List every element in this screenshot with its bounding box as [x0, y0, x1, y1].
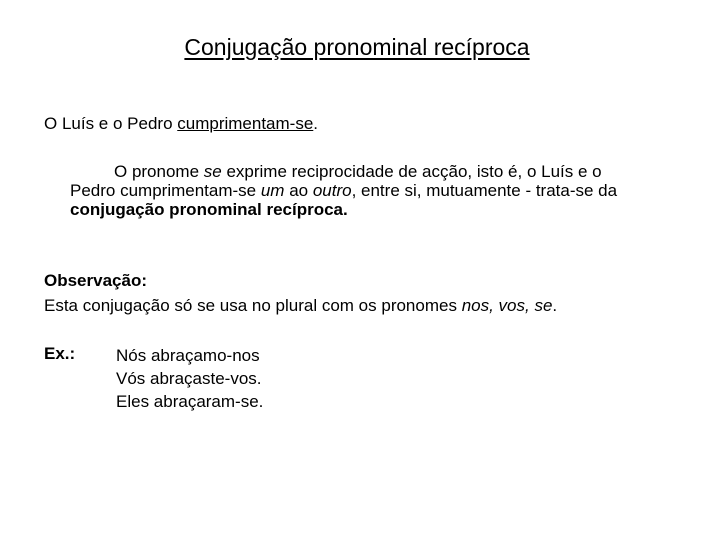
explanation-conclusion: conjugação pronominal recíproca: [70, 200, 344, 219]
word-outro: outro: [312, 181, 352, 200]
example-item: Eles abraçaram-se.: [116, 392, 264, 411]
explanation-text: Pedro cumprimentam-se: [70, 181, 261, 200]
explanation-line-3: [70, 200, 348, 220]
explanation-text: O pronome: [114, 162, 204, 181]
explanation-end: .: [343, 200, 348, 219]
intro-prefix: O Luís e o Pedro: [44, 114, 178, 133]
intro-suffix: .: [313, 114, 319, 133]
observation-pronouns: nos, vos, se: [461, 296, 553, 315]
observation-end: .: [552, 296, 558, 315]
explanation-text: , entre si, mutuamente - trata-se da: [351, 181, 618, 200]
observation-body: Esta conjugação só se usa no plural com os pronomes: [44, 296, 462, 315]
explanation-text: ao: [284, 181, 313, 200]
pronoun-se: se: [203, 162, 222, 181]
explanation-line-1: [114, 162, 602, 182]
word-um: um: [260, 181, 285, 200]
examples-list: [116, 344, 263, 413]
example-item: Vós abraçaste-vos.: [116, 369, 262, 388]
explanation-text: exprime reciprocidade de acção, isto é, o Luís e o: [221, 162, 602, 181]
slide-title: Conjugação pronominal recíproca: [184, 34, 530, 60]
observation-title: Observação:: [44, 271, 147, 290]
example-item: Nós abraçamo-nos: [116, 346, 260, 365]
examples-label: Ex.:: [44, 344, 76, 363]
intro-verb: cumprimentam-se: [177, 114, 314, 133]
observation-text: [44, 296, 557, 316]
explanation-line-2: [70, 181, 617, 201]
intro-sentence: [44, 114, 318, 134]
